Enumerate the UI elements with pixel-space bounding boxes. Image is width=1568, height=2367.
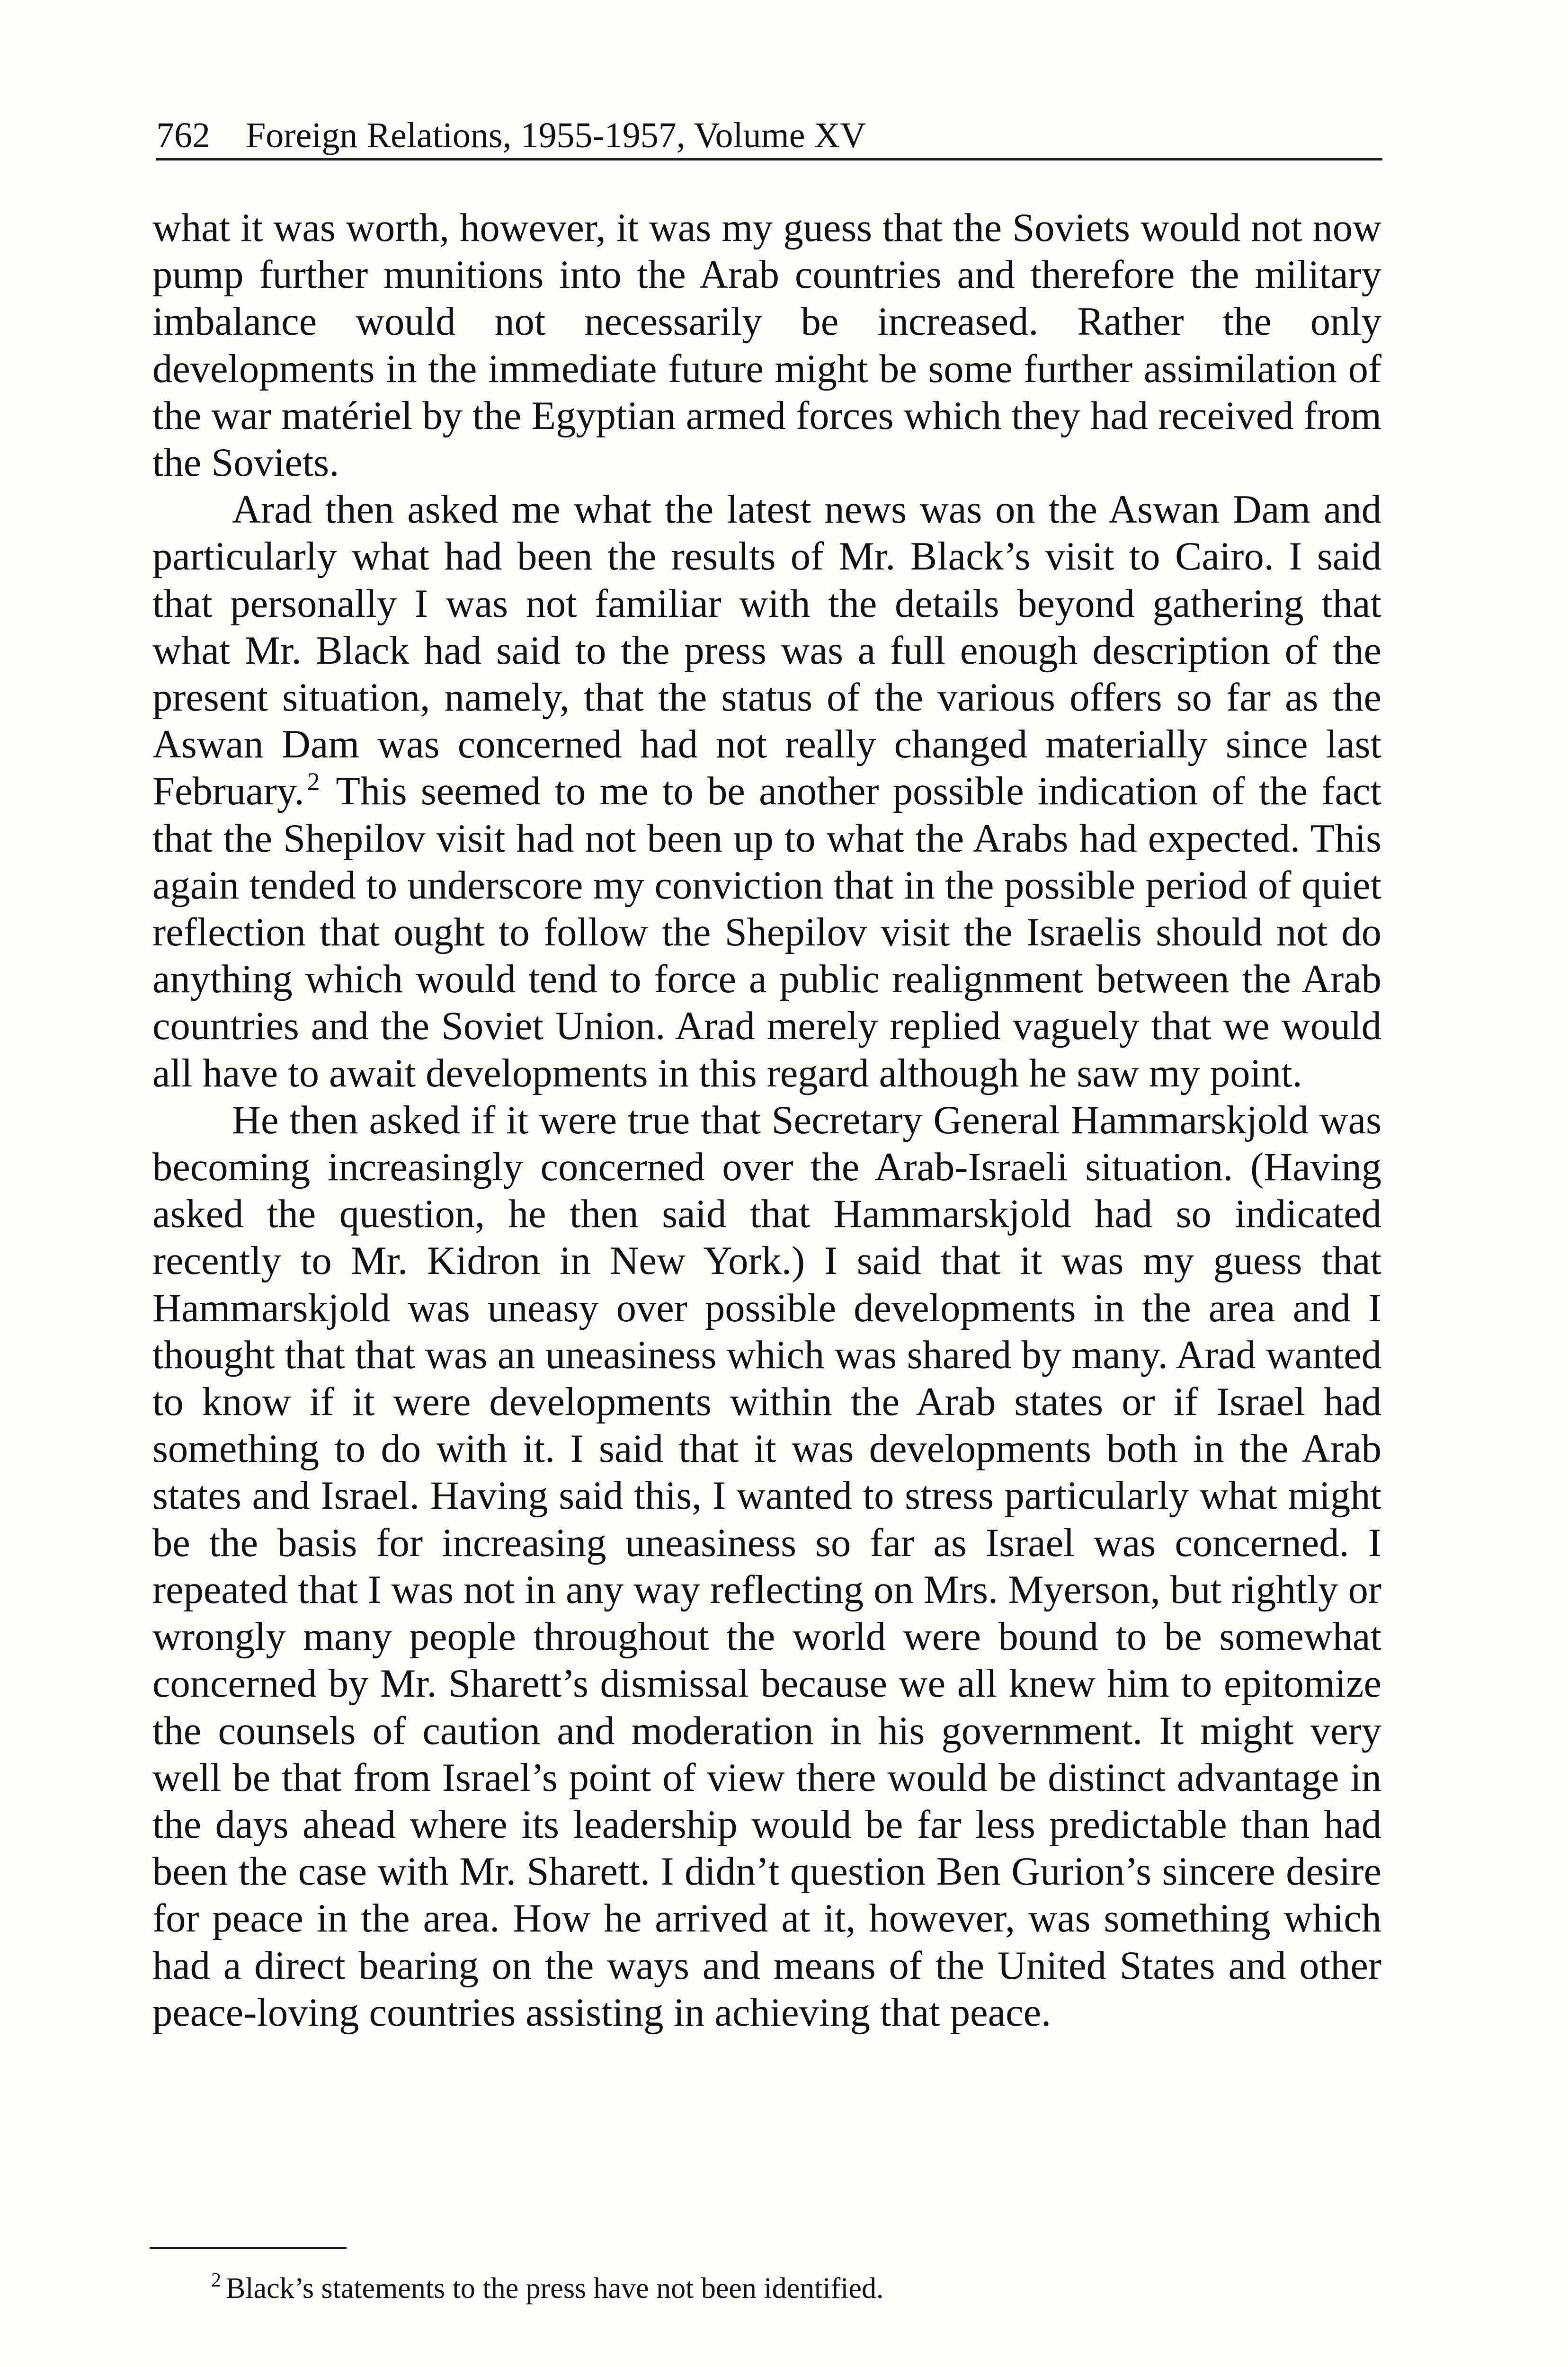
paragraph-text: This seemed to me to be another possible indication of the fact that the Shepilov visit had not been up to what the Arabs had expected. This again tended to underscore my conviction that in the possible period of quiet reflection that ought to follow the Shepilov visit the Israelis should not do anything which would tend to force a public realignment between the Arab countries and the Soviet Union. Arad merely replied vaguely that we would all have to await developments in this regard although he saw my point. — [152, 769, 1381, 1095]
paragraph: He then asked if it were true that Secretary General Hammarskjold was becoming increasingly concerned over the Arab-Israeli situation. (Having asked the question, he then said that Hammarskjold had so indicated recently to Mr. Kidron in New York.) I said that it was my guess that Hammarskjold was uneasy over possible developments in the area and I thought that that was an uneasiness which was shared by many. Arad wanted to know if it were developments within the Arab states or if Israel had something to do with it. I said that it was developments both in the Arab states and Israel. Having said this, I wanted to stress particularly what might be the basis for increasing uneasiness so far as Israel was concerned. I repeated that I was not in any way reflecting on Mrs. Myerson, but rightly or wrongly many people throughout the world were bound to be somewhat concerned by Mr. Sharett’s dismissal because we all knew him to epitomize the counsels of caution and moderation in his government. It might very well be that from Israel’s point of view there would be distinct advantage in the days ahead where its leadership would be far less predictable than had been the case with Mr. Sharett. I didn’t question Ben Gurion’s sincere desire for peace in the area. How he arrived at it, however, was something which had a direct bearing on the ways and means of the United States and other peace-loving countries assisting in achieving that peace. — [152, 1098, 1381, 2035]
footnote-text: Black’s statements to the press have not been identified. — [226, 2272, 884, 2305]
paragraph: what it was worth, however, it was my guess that the Soviets would not now pump further munitions into the Arab countries and therefore the military imbalance would not necessarily be increased. Rather the only developments in the immediate future might be some further assimilation of the war matériel by the Egyptian armed forces which they had received from the Soviets. — [152, 206, 1381, 485]
running-head — [156, 113, 1382, 160]
footnote-divider — [150, 2247, 347, 2249]
paragraph-text: Arad then asked me what the latest news was on the Aswan Dam and particularly what had been the results of Mr. Black’s visit to Cairo. I said that personally I was not familiar with the details beyond gathering that what Mr. Black had said to the press was a full enough description of the present situation, namely, that the status of the various offers so far as the Aswan Dam was concerned had not really changed materially since last February. — [152, 488, 1381, 814]
body-text — [152, 205, 1381, 2036]
footnote-reference: 2 — [307, 767, 320, 796]
page-number: 762 — [156, 116, 210, 155]
paragraph — [152, 486, 1381, 1097]
volume-title: Foreign Relations, 1955-1957, Volume XV — [246, 116, 866, 155]
footnote-number: 2 — [211, 2269, 221, 2291]
footnote — [211, 2266, 1347, 2311]
